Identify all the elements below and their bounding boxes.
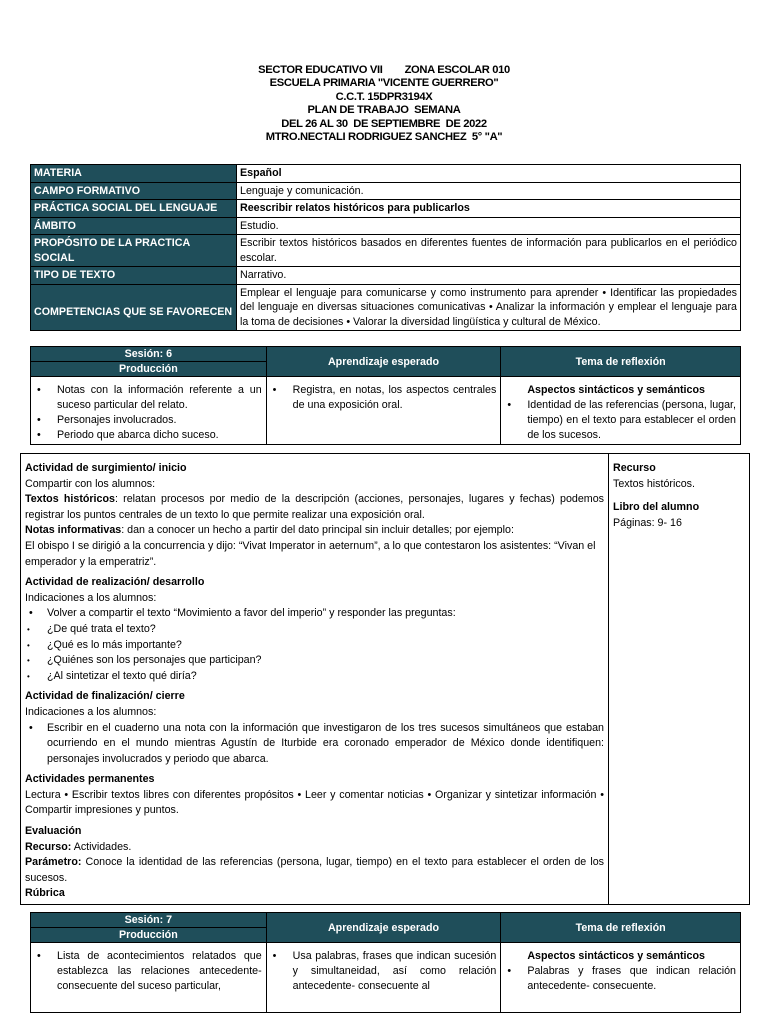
info-row <box>31 284 741 331</box>
recurso-text: Actividades. <box>71 840 132 853</box>
aprendizaje-header: Aprendizaje esperado <box>266 347 501 377</box>
recursos-column <box>609 454 749 538</box>
notas-paragraph <box>25 523 604 539</box>
notas-text: : dan a conocer un hecho a partir del dato principal sin incluir detalles; por ejemplo: <box>121 524 514 537</box>
info-row <box>31 200 741 218</box>
evaluacion-title: Evaluación <box>25 825 82 838</box>
desarrollo-item: • Volver a compartir el texto “Movimiento a favor del imperio” y responder las preguntas: <box>25 606 604 622</box>
header-line-maestro: MTRO.NECTALI RODRIGUEZ SANCHEZ 5° "A" <box>265 131 503 144</box>
list-item: • Registra, en notas, los aspectos centrales de una exposición oral. <box>271 383 497 413</box>
recurso-line <box>25 840 604 856</box>
textos-text: : relatan procesos por medio de la descripción (acciones, personajes, lugares y fechas) podemos registrar los puntos centrales de un texto lo que permite realizar una exposición oral. <box>25 493 604 521</box>
desarrollo-title: Actividad de realización/ desarrollo <box>25 576 205 589</box>
actividades-box <box>20 453 750 905</box>
info-label: ÁMBITO <box>31 217 237 235</box>
inicio-title: Actividad de surgimiento/ inicio <box>25 462 187 474</box>
info-value: Español <box>237 165 741 183</box>
info-row <box>31 235 741 267</box>
pregunta-item: • ¿Qué es lo más importante? <box>25 638 604 654</box>
list-item: • Usa palabras, frases que indican sucesión y simultaneidad, así como relación antecedente- consecuente al <box>271 949 497 994</box>
header-line-escuela: ESCUELA PRIMARIA "VICENTE GUERRERO" <box>269 77 499 90</box>
tema-cell <box>501 377 741 445</box>
production-header: Producción <box>31 928 267 943</box>
info-table <box>30 164 741 331</box>
list-item: • Palabras y frases que indican relación antecedente- consecuente. <box>505 964 736 994</box>
info-label: COMPETENCIAS QUE SE FAVORECEN <box>31 284 237 331</box>
produccion-cell <box>31 377 267 445</box>
libro-title: Libro del alumno <box>613 501 700 514</box>
info-value: Emplear el lenguaje para comunicarse y como instrumento para aprender • Identificar las propiedades del lenguaje en diversas situaciones comunicativas • Analizar la información y emplear el lenguaje para la toma de decisiones • Valorar la diversidad lingüística y cultural de México. <box>237 284 741 331</box>
produccion-cell <box>31 943 267 1013</box>
info-label: CAMPO FORMATIVO <box>31 182 237 200</box>
actividades-column <box>21 454 609 904</box>
pregunta-item: • ¿Al sintetizar el texto qué diría? <box>25 669 604 685</box>
info-label: PRÁCTICA SOCIAL DEL LENGUAJE <box>31 200 237 218</box>
session-number: Sesión: 6 <box>31 347 267 362</box>
aprendizaje-cell <box>266 943 501 1013</box>
document-header <box>0 64 768 144</box>
pregunta-item: • ¿Quiénes son los personajes que participan? <box>25 653 604 669</box>
textos-historicos-paragraph <box>25 492 604 523</box>
list-item: • Notas con la información referente a un suceso particular del relato. <box>35 383 262 413</box>
tema-header: Tema de reflexión <box>501 913 741 943</box>
recurso-title: Recurso <box>613 462 656 474</box>
parametro-line <box>25 855 604 886</box>
info-value: Lenguaje y comunicación. <box>237 182 741 200</box>
info-row <box>31 182 741 200</box>
production-header: Producción <box>31 362 267 377</box>
desarrollo-intro: Indicaciones a los alumnos: <box>25 591 157 604</box>
info-value: Estudio. <box>237 217 741 235</box>
parametro-label: Parámetro: <box>25 856 82 869</box>
header-line-cct: C.C.T. 15DPR3194X <box>335 90 433 103</box>
recurso-text: Textos históricos. <box>613 477 695 490</box>
header-line-sector: SECTOR EDUCATIVO VII ZONA ESCOLAR 010 <box>258 64 510 76</box>
list-item: • Identidad de las referencias (persona, lugar, tiempo) en el texto para establecer el orden de los sucesos. <box>505 398 736 443</box>
tema-cell <box>501 943 741 1013</box>
info-value: Narrativo. <box>237 267 741 285</box>
notas-label: Notas informativas <box>25 524 122 537</box>
tema-header: Tema de reflexión <box>501 347 741 377</box>
inicio-intro: Compartir con los alumnos: <box>25 477 156 490</box>
list-item: • Lista de acontecimientos relatados que establezca las relaciones antecedente- consecuente del suceso particular, <box>35 949 262 994</box>
info-value: Escribir textos históricos basados en diferentes fuentes de información para publicarlos en el periódico escolar. <box>237 235 741 267</box>
list-item: • Personajes involucrados. <box>35 413 262 428</box>
cierre-intro: Indicaciones a los alumnos: <box>25 705 157 718</box>
textos-label: Textos históricos <box>25 493 115 506</box>
paginas-text: Páginas: 9- 16 <box>613 516 682 529</box>
info-value: Reescribir relatos históricos para publicarlos <box>237 200 741 218</box>
info-row <box>31 165 741 183</box>
parametro-text: Conoce la identidad de las referencias (persona, lugar, tiempo) en el texto para establecer el orden de los sucesos. <box>25 856 604 884</box>
aprendizaje-cell <box>266 377 501 445</box>
permanentes-text: Lectura • Escribir textos libres con diferentes propósitos • Leer y comentar noticias • Organizar y sintetizar información • Compartir impresiones y puntos. <box>25 788 604 817</box>
cierre-title: Actividad de finalización/ cierre <box>25 690 185 703</box>
permanentes-title: Actividades permanentes <box>25 773 155 786</box>
rubrica-label: Rúbrica <box>25 887 65 900</box>
info-label: TIPO DE TEXTO <box>31 267 237 285</box>
sesion-7-table <box>30 912 741 1013</box>
sesion-6-table <box>30 346 741 445</box>
tema-title: Aspectos sintácticos y semánticos <box>527 384 705 396</box>
pregunta-item: • ¿De qué trata el texto? <box>25 622 604 638</box>
ejemplo-paragraph: El obispo I se dirigió a la concurrencia y dijo: “Vivat Imperator in aeternum”, a lo que contestaron los asistentes: “Vivan el emperador y la emperatriz”. <box>25 539 596 568</box>
session-number: Sesión: 7 <box>31 913 267 928</box>
recurso-label: Recurso: <box>25 840 72 853</box>
info-label: PROPÓSITO DE LA PRACTICA SOCIAL <box>31 235 237 267</box>
info-row <box>31 267 741 285</box>
info-row <box>31 217 741 235</box>
header-line-fechas: DEL 26 AL 30 DE SEPTIEMBRE DE 2022 <box>281 117 487 130</box>
tema-title: Aspectos sintácticos y semánticos <box>527 950 705 962</box>
aprendizaje-header: Aprendizaje esperado <box>266 913 501 943</box>
list-item: • Periodo que abarca dicho suceso. <box>35 428 262 443</box>
cierre-item: • Escribir en el cuaderno una nota con la información que investigaron de los tres sucesos simultáneos que estaban ocurriendo en el mundo mientras Agustín de Iturbide era coronado emperador de México donde identifiquen: personajes involucrados y periodo que abarca. <box>25 721 604 768</box>
info-label: MATERIA <box>31 165 237 183</box>
header-line-plan: PLAN DE TRABAJO SEMANA <box>307 104 461 117</box>
